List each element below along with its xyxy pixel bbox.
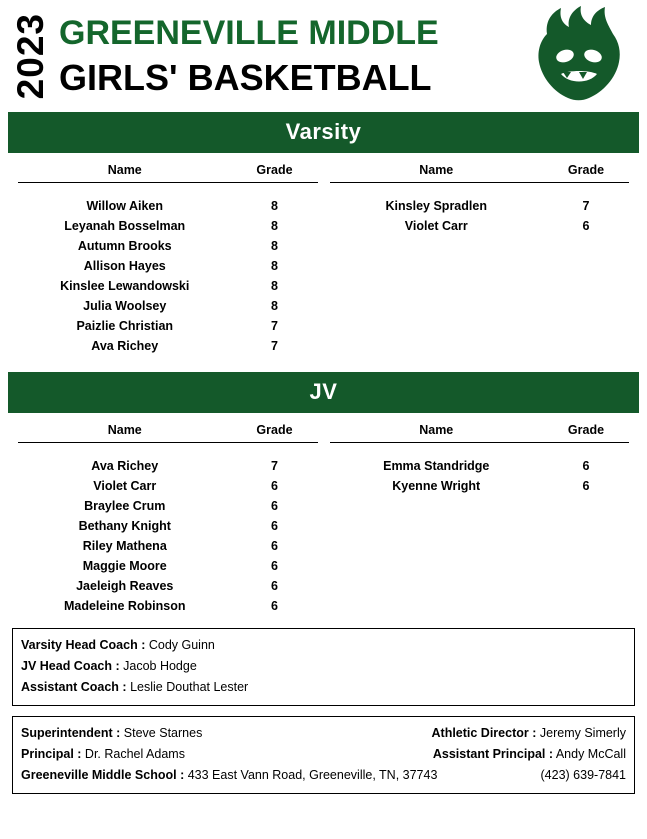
table-row: [18, 536, 318, 556]
player-grade: 8: [271, 299, 278, 313]
player-name: Paizlie Christian: [76, 319, 174, 333]
table-row: [18, 336, 318, 356]
jv-right-header: [330, 423, 630, 443]
table-row: [330, 216, 630, 236]
column-header-name: Name: [107, 423, 142, 437]
coach-label: Varsity Head Coach :: [21, 638, 146, 652]
player-grade: 7: [582, 199, 590, 213]
column-header-grade: Grade: [567, 163, 605, 177]
school-address-label: Greeneville Middle School :: [21, 768, 185, 782]
varsity-left-rows: [18, 187, 318, 356]
player-grade: 8: [271, 219, 278, 233]
column-header-grade: Grade: [256, 163, 293, 177]
sport-name: GIRLS' BASKETBALL: [59, 56, 432, 98]
school-address-value: 433 East Vann Road, Greeneville, TN, 37743: [187, 768, 438, 782]
column-header-grade: Grade: [567, 423, 605, 437]
varsity-right-rows: [330, 187, 630, 236]
table-row: [18, 516, 318, 536]
assistant-principal-label: Assistant Principal :: [432, 747, 554, 761]
varsity-left-header: [18, 163, 318, 183]
table-row: [18, 296, 318, 316]
player-name: Emma Standridge: [383, 459, 490, 473]
assistant-principal: [433, 744, 626, 765]
player-grade: 6: [271, 479, 278, 493]
player-grade: 8: [271, 239, 278, 253]
school-name: GREENEVILLE MIDDLE: [59, 14, 439, 53]
table-row: [18, 556, 318, 576]
principal: [21, 744, 185, 765]
player-name: Braylee Crum: [84, 499, 166, 513]
table-row: [330, 456, 630, 476]
player-grade: 8: [271, 279, 278, 293]
player-name: Julia Woolsey: [83, 299, 167, 313]
jv-column-left: [12, 423, 324, 616]
season-year: 2023: [10, 12, 51, 100]
poster-header: [8, 0, 639, 112]
athletic-director-label: Athletic Director :: [431, 726, 537, 740]
table-row: [18, 216, 318, 236]
player-name: Allison Hayes: [83, 259, 166, 273]
player-name: Violet Carr: [93, 479, 157, 493]
coach-value: Jacob Hodge: [123, 659, 197, 673]
table-row: [18, 496, 318, 516]
staff-row-3: [21, 765, 626, 786]
table-row: [18, 596, 318, 616]
player-grade: 7: [271, 459, 278, 473]
player-grade: 6: [582, 479, 590, 493]
player-name: Kinsley Spradlen: [385, 199, 487, 213]
coach-value: Cody Guinn: [148, 638, 215, 652]
table-row: [18, 456, 318, 476]
athletic-director: [432, 723, 627, 744]
player-grade: 6: [271, 539, 278, 553]
jv-roster: [8, 423, 639, 616]
table-row: [18, 276, 318, 296]
player-name: Kyenne Wright: [392, 479, 481, 493]
jv-left-header: [18, 423, 318, 443]
varsity-roster: [8, 163, 639, 356]
table-row: [18, 576, 318, 596]
principal-label: Principal :: [21, 747, 82, 761]
school-address: [21, 765, 437, 786]
jv-column-right: [324, 423, 636, 616]
player-name: Violet Carr: [404, 219, 468, 233]
column-header-name: Name: [419, 163, 454, 177]
player-name: Willow Aiken: [86, 199, 163, 213]
table-row: [18, 236, 318, 256]
principal-value: Dr. Rachel Adams: [84, 747, 185, 761]
player-grade: 8: [271, 259, 278, 273]
player-name: Leyanah Bosselman: [64, 219, 186, 233]
player-grade: 7: [271, 339, 278, 353]
coach-value: Leslie Douthat Lester: [130, 680, 249, 694]
player-name: Madeleine Robinson: [63, 599, 186, 613]
player-grade: 6: [582, 459, 590, 473]
player-name: Maggie Moore: [82, 559, 167, 573]
staff-box: [12, 716, 635, 794]
player-name: Riley Mathena: [82, 539, 167, 553]
player-grade: 8: [271, 199, 278, 213]
player-grade: 6: [271, 499, 278, 513]
coach-label: JV Head Coach :: [21, 659, 120, 673]
player-grade: 6: [582, 219, 590, 233]
column-header-name: Name: [419, 423, 454, 437]
player-grade: 7: [271, 319, 278, 333]
jv-left-rows: [18, 447, 318, 616]
staff-row-1: [21, 723, 626, 744]
athletic-director-value: Jeremy Simerly: [539, 726, 626, 740]
table-row: [18, 476, 318, 496]
staff-row-2: [21, 744, 626, 765]
player-name: Ava Richey: [91, 459, 159, 473]
table-row: [18, 196, 318, 216]
player-grade: 6: [271, 579, 278, 593]
jv-right-rows: [330, 447, 630, 496]
varsity-right-header: [330, 163, 630, 183]
jv-banner: JV: [8, 372, 639, 413]
table-row: [330, 476, 630, 496]
coaches-box: [12, 628, 635, 706]
superintendent-label: Superintendent :: [21, 726, 121, 740]
varsity-column-right: [324, 163, 636, 356]
player-name: Autumn Brooks: [77, 239, 172, 253]
player-name: Ava Richey: [91, 339, 159, 353]
title-block: [59, 12, 439, 100]
coach-row: [21, 656, 626, 677]
player-grade: 6: [271, 519, 278, 533]
school-phone: (423) 639-7841: [540, 768, 626, 782]
column-header-grade: Grade: [256, 423, 293, 437]
player-grade: 6: [271, 599, 278, 613]
player-name: Bethany Knight: [78, 519, 171, 533]
table-row: [330, 196, 630, 216]
varsity-column-left: [12, 163, 324, 356]
varsity-banner: Varsity: [8, 112, 639, 153]
player-grade: 6: [271, 559, 278, 573]
table-row: [18, 316, 318, 336]
player-name: Jaeleigh Reaves: [76, 579, 174, 593]
coach-row: [21, 677, 626, 698]
coach-label: Assistant Coach :: [21, 680, 127, 694]
coach-row: [21, 635, 626, 656]
devil-mascot-logo-icon: [527, 4, 631, 108]
superintendent-value: Steve Starnes: [123, 726, 203, 740]
table-row: [18, 256, 318, 276]
column-header-name: Name: [107, 163, 142, 177]
superintendent: [21, 723, 202, 744]
assistant-principal-value: Andy McCall: [555, 747, 626, 761]
player-name: Kinslee Lewandowski: [60, 279, 190, 293]
